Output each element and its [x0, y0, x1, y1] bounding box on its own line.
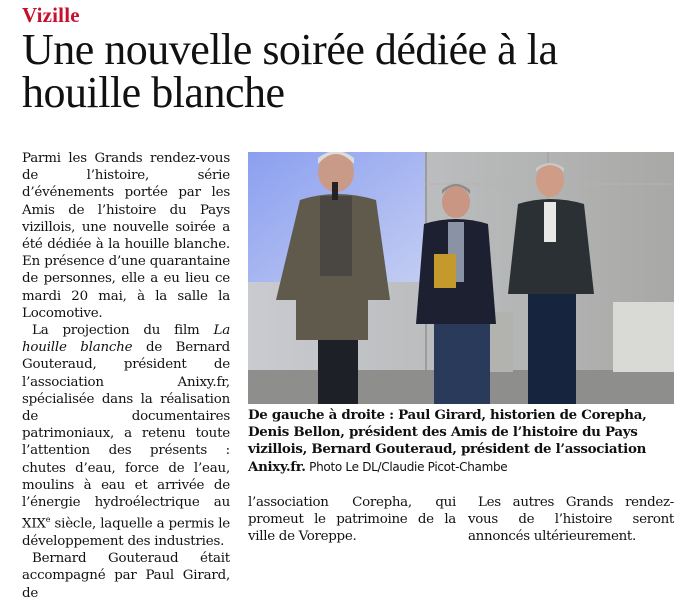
paragraph-text: siècle, laquelle a permis le développement des industries. [22, 516, 230, 549]
photo-illustration [248, 152, 674, 404]
article-photo [248, 152, 674, 404]
article-column-3 [468, 494, 674, 546]
article-column-2 [248, 494, 456, 546]
article-paragraph-4: l’association Corepha, qui promeut le patrimoine de la ville de Voreppe. [248, 495, 456, 545]
paragraph-text: de Bernard Gouteraud, président de l’association Anixy.fr, spécialisée dans la réalisation de documentaires patrimoniaux, a retenu toute l’attention des présents : chutes d’eau, force de l’eau, moulins à eau et arrivée de l’énergie hydroélectrique au [22, 340, 230, 511]
article-paragraph-3: Bernard Gouteraud était accompagné par Paul Girard, de [22, 551, 230, 601]
article-column-1 [22, 150, 230, 602]
article-paragraph-1: Parmi les Grands rendez-vous de l’histoire, série d’événements portée par les Amis de l’histoire du Pays vizillois, une nouvelle soirée a été dédiée à la houille blanche. En présence d’une quarantaine de personnes, elle a eu lieu ce mardi 20 mai, à la salle la Locomotive. [22, 151, 230, 321]
caption-names: De gauche à droite : Paul Girard, historien de Corepha, Denis Bellon, président des Amis de l’histoire du Pays vizillois, Bernard Gouteraud, président de l’association Anixy.fr. [248, 407, 647, 475]
article-paragraph-2 [22, 322, 230, 550]
photo-credit: Photo Le DL/Claudie Picot-Chambe [305, 459, 508, 474]
article-headline: Une nouvelle soirée dédiée à la houille blanche [22, 25, 558, 117]
film-title: La houille blanche [22, 323, 230, 356]
article-paragraph-5: Les autres Grands rendez-vous de l’histoire seront annoncés ultérieurement. [468, 495, 674, 545]
paragraph-text: La projection du film [32, 323, 214, 339]
century-suffix: e [45, 515, 51, 525]
photo-caption [248, 407, 676, 476]
section-kicker: Vizille [22, 3, 80, 27]
century-numeral: XIX [22, 516, 46, 532]
wall-panel [613, 302, 674, 372]
